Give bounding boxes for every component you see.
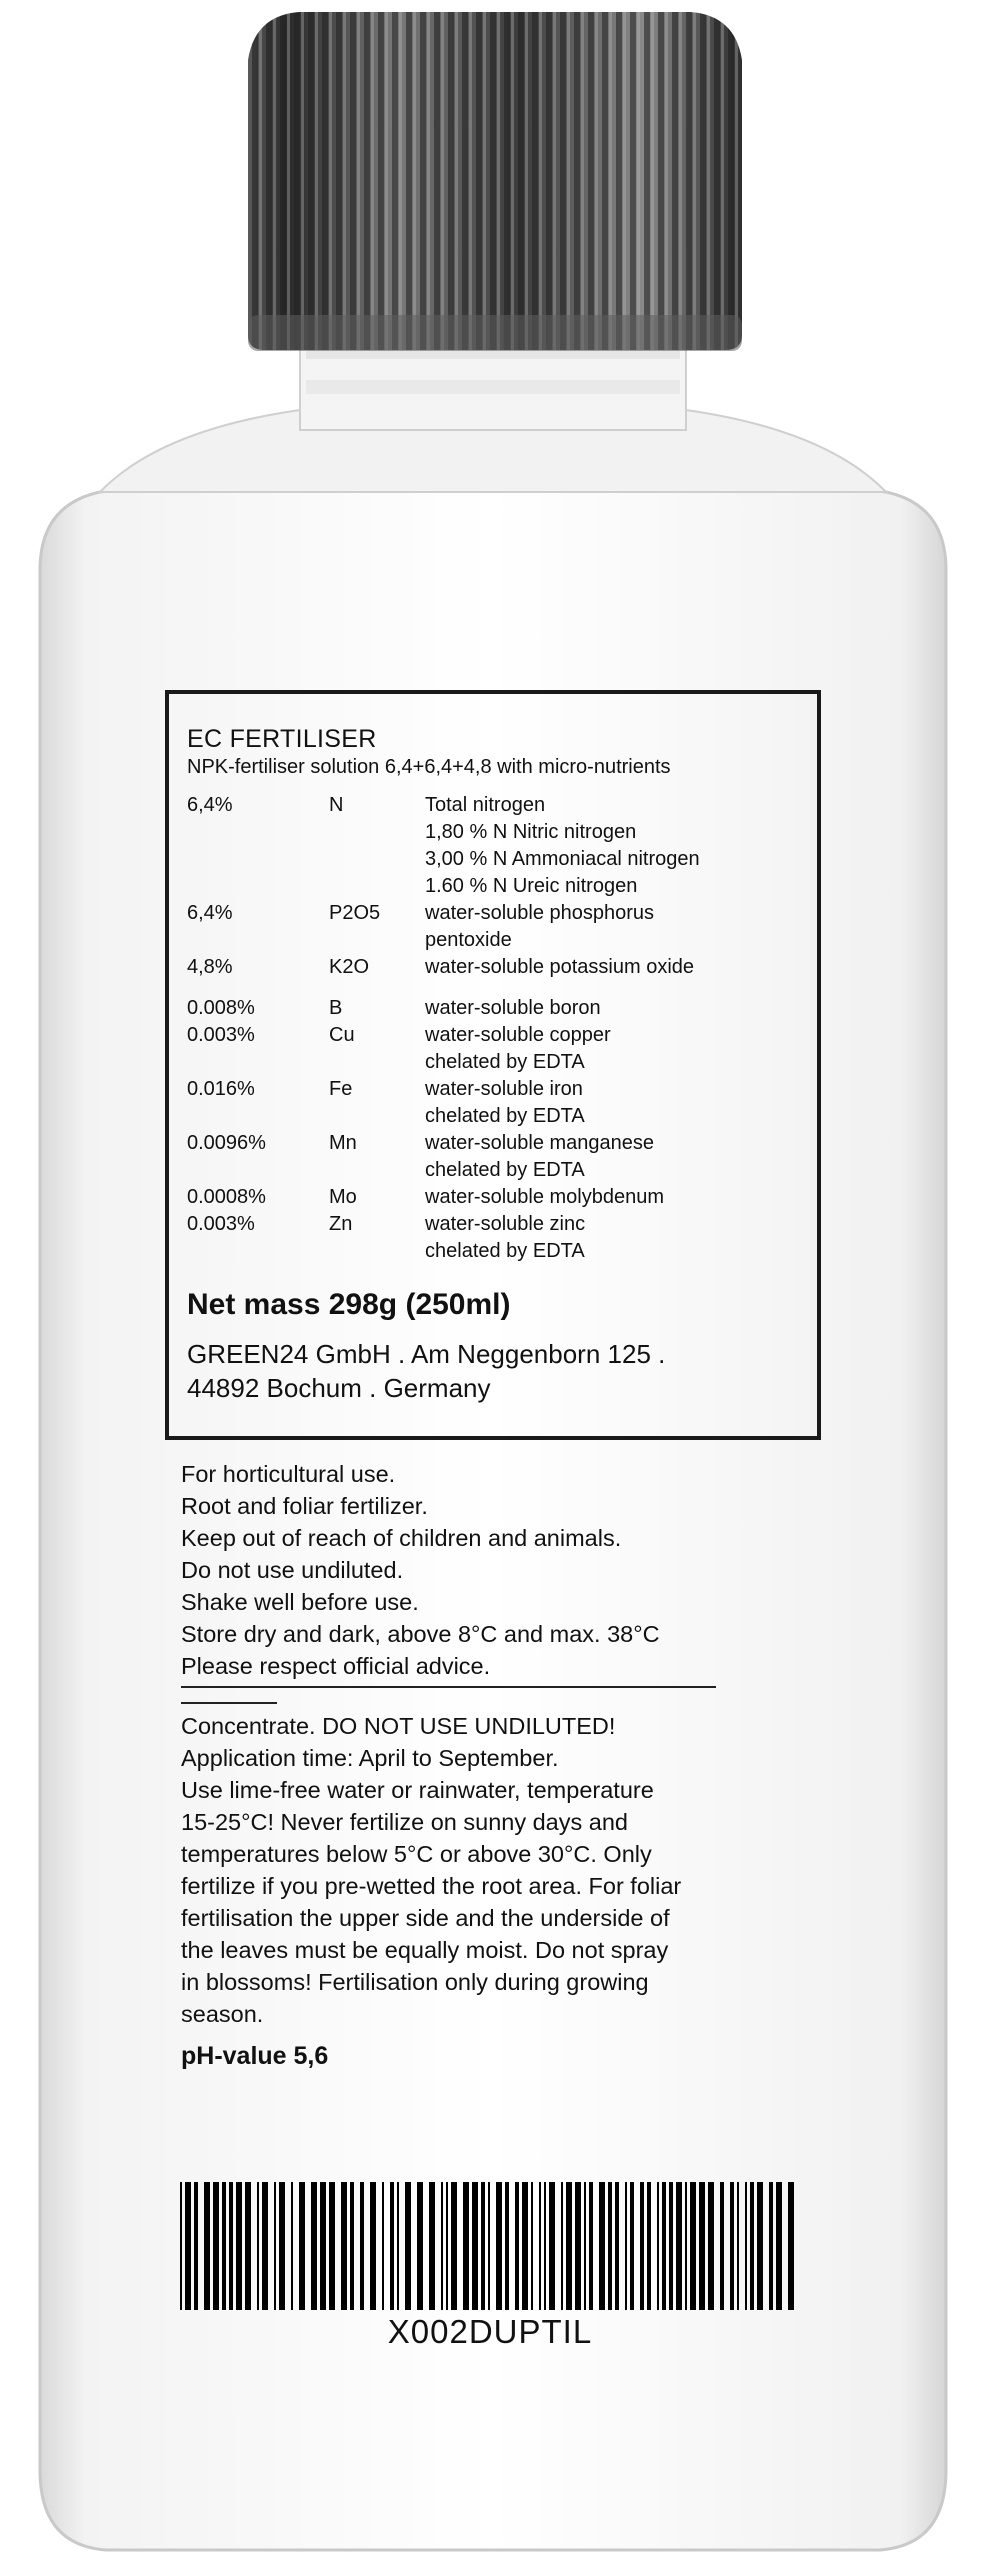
barcode-bar — [472, 2182, 478, 2310]
nutrient-description-line: water-soluble zinc — [425, 1213, 586, 1235]
address-line: GREEN24 GmbH . Am Neggenborn 125 . — [187, 1339, 666, 1369]
nutrient-description — [425, 1076, 817, 1130]
nutrient-description-line: water-soluble copper — [425, 1024, 611, 1046]
nutrient-percent: 6,4% — [187, 794, 233, 816]
nutrient-symbol: Mn — [329, 1132, 357, 1154]
barcode-bar — [575, 2182, 581, 2310]
barcode-bar — [662, 2182, 666, 2310]
nutrient-percent: 0.003% — [187, 1024, 255, 1046]
nutrient-description-line: 1,80 % N Nitric nitrogen — [425, 821, 637, 843]
usage-line: Root and foliar fertilizer. — [181, 1493, 428, 1519]
barcode-bar — [279, 2182, 285, 2310]
barcode-bar — [185, 2182, 191, 2310]
barcode-bar — [566, 2182, 572, 2310]
product-label — [165, 690, 821, 1440]
usage-line: Store dry and dark, above 8°C and max. 38°C — [181, 1621, 660, 1647]
nutrient-description — [425, 954, 817, 981]
barcode-bar — [745, 2182, 747, 2310]
barcode — [180, 2182, 800, 2310]
nutrient-description-line: water-soluble manganese — [425, 1132, 655, 1154]
nutrient-description-line: Total nitrogen — [425, 794, 546, 816]
barcode-bar — [329, 2182, 335, 2310]
nutrient-percent: 0.003% — [187, 1213, 255, 1235]
barcode-bar — [262, 2182, 268, 2310]
application-instructions — [181, 1710, 801, 2030]
barcode-bar — [291, 2182, 293, 2310]
barcode-bar — [657, 2182, 659, 2310]
divider — [181, 1686, 716, 1688]
barcode-bar — [397, 2182, 399, 2310]
barcode-bar — [630, 2182, 634, 2310]
application-line: Use lime-free water or rainwater, temperature — [181, 1777, 654, 1803]
barcode-bar — [505, 2182, 509, 2310]
barcode-bar — [676, 2182, 682, 2310]
nutrient-symbol: Mo — [329, 1186, 357, 1208]
divider — [181, 1702, 277, 1704]
usage-line: Do not use undiluted. — [181, 1557, 404, 1583]
nutrient-description-line: chelated by EDTA — [425, 1240, 585, 1262]
nutrient-row — [187, 954, 817, 981]
barcode-bar — [417, 2182, 423, 2310]
ph-value: pH-value 5,6 — [181, 2042, 329, 2070]
barcode-bar — [441, 2182, 443, 2310]
nutrient-description-line: chelated by EDTA — [425, 1051, 585, 1073]
barcode-bar — [446, 2182, 448, 2310]
barcode-bar — [390, 2182, 394, 2310]
usage-line: Shake well before use. — [181, 1589, 419, 1615]
barcode-bar — [341, 2182, 347, 2310]
nutrient-row — [187, 1184, 817, 1211]
nutrient-symbol: K2O — [329, 956, 370, 978]
barcode-bar — [236, 2182, 242, 2310]
application-line: fertilize if you pre-wetted the root area. For foliar — [181, 1873, 682, 1899]
barcode-bar — [405, 2182, 411, 2310]
label-title: EC FERTILISER — [187, 725, 377, 753]
nutrient-description-line: 3,00 % N Ammoniacal nitrogen — [425, 848, 700, 870]
address — [187, 1337, 817, 1405]
nutrient-symbol: P2O5 — [329, 902, 381, 924]
barcode-bar — [708, 2182, 714, 2310]
barcode-bar — [213, 2182, 219, 2310]
barcode-bar — [360, 2182, 364, 2310]
nutrient-description — [425, 792, 817, 900]
barcode-bar — [522, 2182, 528, 2310]
barcode-bar — [669, 2182, 673, 2310]
nutrient-percent: 4,8% — [187, 956, 233, 978]
barcode-bar — [690, 2182, 696, 2310]
nutrient-row — [187, 1130, 817, 1184]
application-line: in blossoms! Fertilisation only during growing — [181, 1969, 649, 1995]
barcode-bar — [311, 2182, 317, 2310]
barcode-bar — [640, 2182, 644, 2310]
barcode-bar — [451, 2182, 457, 2310]
nutrient-description — [425, 1184, 817, 1211]
barcode-bar — [599, 2182, 605, 2310]
barcode-bar — [382, 2182, 384, 2310]
barcode-bar — [274, 2182, 276, 2310]
nutrient-row — [187, 995, 817, 1022]
barcode-bar — [180, 2182, 182, 2310]
barcode-bar — [625, 2182, 627, 2310]
nutrient-description-line: 1.60 % N Ureic nitrogen — [425, 875, 638, 897]
barcode-bar — [222, 2182, 226, 2310]
nutrient-description-line: water-soluble iron — [425, 1078, 583, 1100]
nutrient-description — [425, 1130, 817, 1184]
barcode-bar — [608, 2182, 612, 2310]
nutrient-symbol: B — [329, 997, 343, 1019]
address-line: 44892 Bochum . Germany — [187, 1373, 491, 1403]
nutrient-description-line: pentoxide — [425, 929, 512, 951]
nutrient-symbol: Zn — [329, 1213, 353, 1235]
nutrient-description-line: water-soluble potassium oxide — [425, 956, 695, 978]
nutrient-percent: 0.0008% — [187, 1186, 266, 1208]
barcode-bar — [776, 2182, 782, 2310]
barcode-bar — [350, 2182, 354, 2310]
nutrient-row — [187, 792, 817, 900]
nutrient-description-line: water-soluble boron — [425, 997, 601, 1019]
usage-line: Please respect official advice. — [181, 1653, 491, 1679]
barcode-bar — [531, 2182, 533, 2310]
label-subtitle: NPK-fertiliser solution 6,4+6,4+4,8 with micro-nutrients — [187, 756, 671, 778]
application-line: temperatures below 5°C or above 30°C. Only — [181, 1841, 652, 1867]
barcode-bar — [584, 2182, 586, 2310]
usage-line: Keep out of reach of children and animals. — [181, 1525, 622, 1551]
barcode-bar — [194, 2182, 198, 2310]
barcode-bar — [496, 2182, 502, 2310]
barcode-bar — [685, 2182, 687, 2310]
barcode-bar — [769, 2182, 773, 2310]
barcode-bar — [757, 2182, 763, 2310]
barcode-bar — [257, 2182, 259, 2310]
nutrient-row — [187, 1076, 817, 1130]
barcode-bar — [229, 2182, 233, 2310]
barcode-bar — [730, 2182, 734, 2310]
barcode-bar — [561, 2182, 563, 2310]
barcode-bar — [720, 2182, 724, 2310]
nutrient-description — [425, 1022, 817, 1076]
nutrient-percent: 0.008% — [187, 997, 255, 1019]
nutrient-percent: 6,4% — [187, 902, 233, 924]
nutrient-symbol: Cu — [329, 1024, 355, 1046]
barcode-bar — [320, 2182, 326, 2310]
nutrient-description — [425, 900, 817, 954]
nutrient-description-line: chelated by EDTA — [425, 1105, 585, 1127]
application-line: Application time: April to September. — [181, 1745, 559, 1771]
barcode-bar — [750, 2182, 754, 2310]
barcode-bar — [488, 2182, 490, 2310]
barcode-bar — [463, 2182, 469, 2310]
barcode-bar — [515, 2182, 519, 2310]
nutrient-description — [425, 1211, 817, 1265]
nutrient-description-line: chelated by EDTA — [425, 1159, 585, 1181]
barcode-number: X002DUPTIL — [387, 2313, 593, 2350]
nutrient-row — [187, 900, 817, 954]
nutrient-percent: 0.0096% — [187, 1132, 266, 1154]
nutrient-row — [187, 1211, 817, 1265]
application-line: fertilisation the upper side and the underside of — [181, 1905, 670, 1931]
nutrient-table — [187, 792, 817, 1265]
barcode-bar — [647, 2182, 651, 2310]
barcode-bar — [204, 2182, 210, 2310]
barcode-bar — [549, 2182, 555, 2310]
nutrient-percent: 0.016% — [187, 1078, 255, 1100]
barcode-bar — [699, 2182, 705, 2310]
barcode-bar — [299, 2182, 305, 2310]
nutrient-row — [187, 1022, 817, 1076]
nutrient-description-line: water-soluble phosphorus — [425, 902, 655, 924]
nutrient-symbol: Fe — [329, 1078, 353, 1100]
nutrient-symbol: N — [329, 794, 344, 816]
barcode-bar — [245, 2182, 251, 2310]
usage-line: For horticultural use. — [181, 1461, 396, 1487]
net-mass: Net mass 298g (250ml) — [187, 1288, 511, 1321]
barcode-bar — [788, 2182, 794, 2310]
usage-notes — [181, 1458, 801, 1682]
barcode-bar — [370, 2182, 376, 2310]
barcode-bar — [589, 2182, 593, 2310]
application-line: season. — [181, 2001, 264, 2027]
application-line: Concentrate. DO NOT USE UNDILUTED! — [181, 1713, 616, 1739]
nutrient-description — [425, 995, 817, 1022]
barcode-bar — [429, 2182, 435, 2310]
barcode-bar — [481, 2182, 485, 2310]
nutrient-description-line: water-soluble molybdenum — [425, 1186, 665, 1208]
application-line: 15-25°C! Never fertilize on sunny days and — [181, 1809, 628, 1835]
application-line: the leaves must be equally moist. Do not spray — [181, 1937, 669, 1963]
barcode-bar — [544, 2182, 546, 2310]
barcode-bar — [737, 2182, 739, 2310]
barcode-bar — [615, 2182, 619, 2310]
barcode-bar — [539, 2182, 541, 2310]
